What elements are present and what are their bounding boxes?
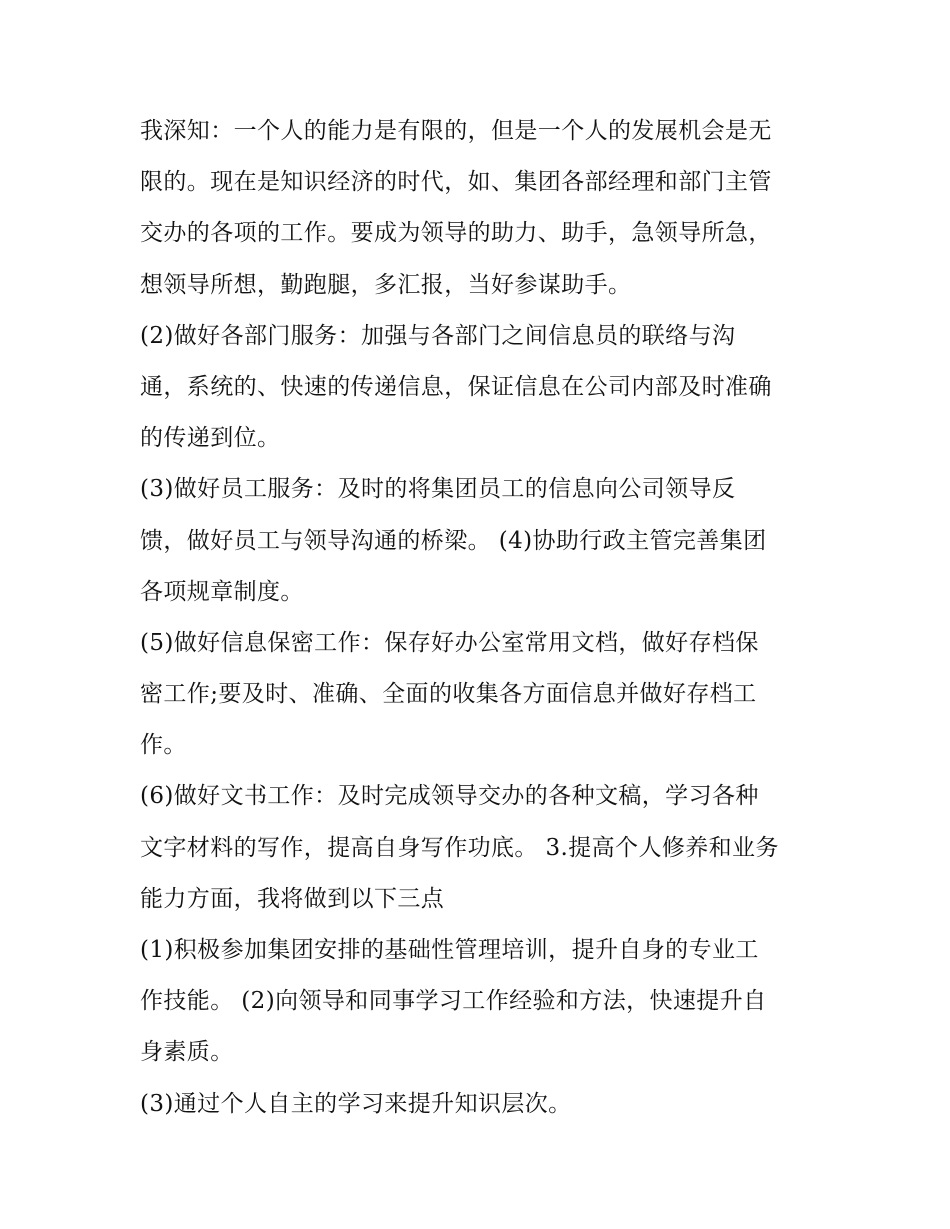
text-line: 的传递到位。	[140, 425, 281, 452]
text-line: 限的。现在是知识经济的时代，如、集团各部经理和部门主管	[140, 169, 772, 196]
document-body	[140, 106, 820, 1130]
text-line: 文字材料的写作，提高自身写作功底。 3.提高个人修养和业务	[140, 834, 779, 861]
text-line: 作。	[140, 732, 187, 759]
text-line: 通，系统的、快速的传递信息，保证信息在公司内部及时准确	[140, 373, 772, 400]
text-line: (3)通过个人自主的学习来提升知识层次。	[140, 1090, 572, 1117]
text-line: 密工作;要及时、准确、全面的收集各方面信息并做好存档工	[140, 681, 757, 708]
text-line: 作技能。 (2)向领导和同事学习工作经验和方法，快速提升自	[140, 988, 767, 1015]
text-line: (2)做好各部门服务：加强与各部门之间信息员的联络与沟	[140, 322, 736, 349]
text-line: (3)做好员工服务：及时的将集团员工的信息向公司领导反	[140, 476, 736, 503]
text-line: 想领导所想，勤跑腿，多汇报，当好参谋助手。	[140, 271, 632, 298]
text-line: 能力方面，我将做到以下三点	[140, 885, 445, 912]
text-line: 馈，做好员工与领导沟通的桥梁。 (4)协助行政主管完善集团	[140, 527, 767, 554]
text-line: 身素质。	[140, 1039, 234, 1066]
text-line: (6)做好文书工作：及时完成领导交办的各种文稿，学习各种	[140, 783, 759, 810]
text-line: 交办的各项的工作。要成为领导的助力、助手，急领导所急，	[140, 220, 772, 247]
text-line: 我深知：一个人的能力是有限的，但是一个人的发展机会是无	[140, 118, 772, 144]
text-line: (1)积极参加集团安排的基础性管理培训，提升自身的专业工	[140, 937, 759, 963]
text-line: 各项规章制度。	[140, 578, 304, 605]
text-line: (5)做好信息保密工作：保存好办公室常用文档，做好存档保	[140, 629, 759, 656]
